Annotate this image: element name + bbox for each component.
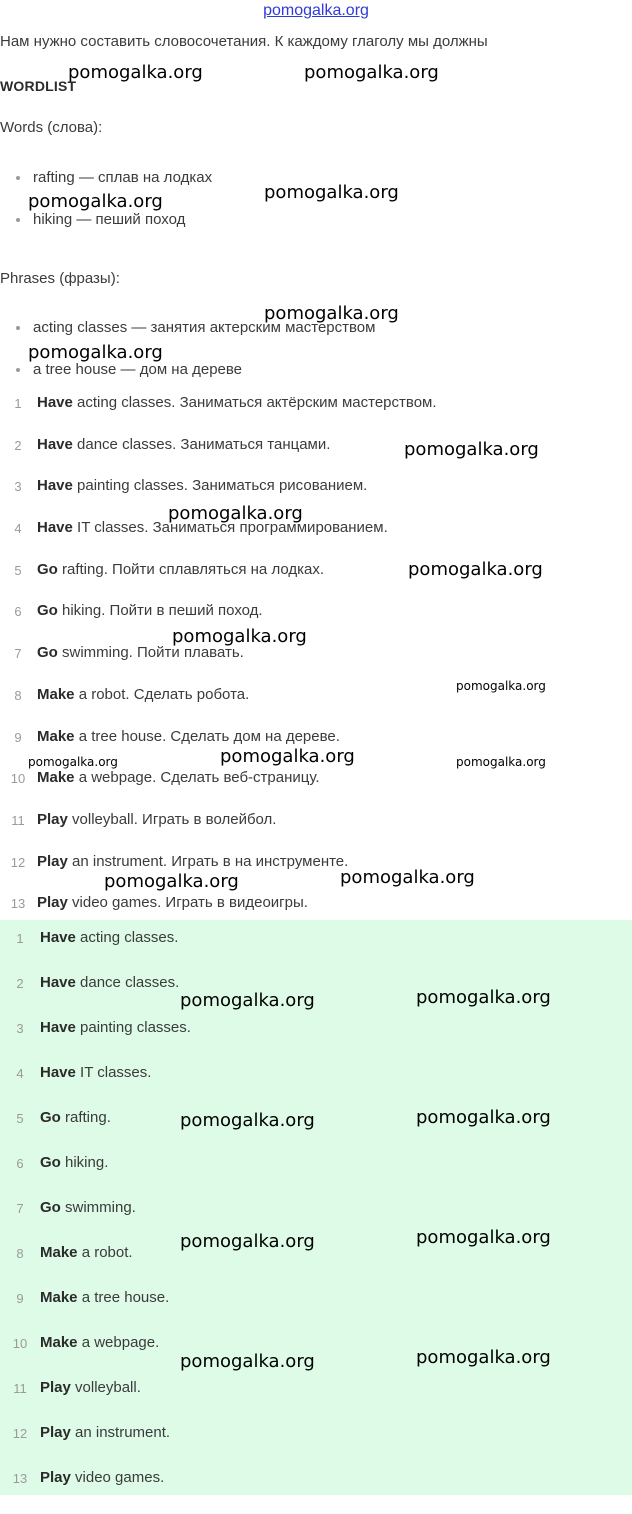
verb: Go [37,602,58,620]
verb: Have [40,1019,76,1036]
item-number: 5 [14,562,22,578]
list-item [0,811,632,853]
watermark: pomogalka.org [264,303,399,324]
item-number: 8 [16,1246,24,1261]
verb: Make [37,769,75,787]
watermark: pomogalka.org [416,1107,551,1128]
list-item [0,929,632,974]
watermark: pomogalka.org [304,62,439,83]
list-item [0,1289,632,1334]
phrase-text: a webpage. [77,1334,160,1351]
watermark: pomogalka.org [68,62,203,83]
item-number: 10 [10,771,26,787]
list-item: acting classes — занятия актерским мастерством [14,319,375,361]
phrase-text: dance classes. [75,974,180,991]
phrase-text: hiking. [60,1154,109,1171]
phrase-text: painting classes. [75,1019,191,1036]
phrase-text: a robot. [77,1244,133,1261]
item-number: 4 [16,1066,24,1081]
phrase-text: a webpage. Сделать веб-страницу. [74,769,320,787]
watermark: pomogalka.org [416,987,551,1008]
translations-list [0,394,632,936]
list-item: a tree house — дом на дереве [14,361,375,403]
verb: Go [40,1109,61,1126]
item-number: 3 [14,479,22,495]
verb: Play [40,1424,71,1441]
list-item [0,1154,632,1199]
verb: Play [37,810,68,828]
item-number: 13 [12,1471,28,1486]
phrase-text: video games. Играть в видеоигры. [67,894,308,912]
phrase-text: acting classes. Заниматься актёрским мастерством. [72,394,437,411]
item-number: 1 [16,931,24,946]
item-number: 9 [14,729,22,745]
item-number: 2 [14,437,22,453]
phrase-text: volleyball. Играть в волейбол. [67,810,277,828]
list-item: rafting — сплав на лодках [14,169,212,211]
verb: Have [37,394,73,411]
verb: Have [40,929,76,946]
phrase-text: rafting. [60,1109,111,1126]
verb: Make [40,1244,78,1261]
item-number: 6 [14,604,22,620]
watermark: pomogalka.org [104,871,239,892]
list-item [0,1469,632,1514]
item-number: 5 [16,1111,24,1126]
list-item: hiking — пеший поход [14,211,212,253]
list-item [0,853,632,895]
list-item [0,1244,632,1289]
item-number: 8 [14,687,22,703]
phrase-text: a robot. Сделать робота. [74,685,250,703]
phrase-text: hiking. Пойти в пеший поход. [57,602,263,620]
watermark: pomogalka.org [28,342,163,363]
phrase-text: IT classes. Заниматься программированием. [72,519,388,537]
watermark: pomogalka.org [408,559,543,580]
verb: Go [40,1154,61,1171]
phrase-text: an instrument. [70,1424,171,1441]
watermark: pomogalka.org [168,503,303,524]
verb: Make [40,1334,78,1351]
verb: Have [37,477,73,495]
list-item [0,1424,632,1469]
item-number: 6 [16,1156,24,1171]
verb: Go [37,644,58,662]
wordlist-heading: WORDLIST [0,78,77,94]
verb: Have [40,974,76,991]
watermark: pomogalka.org [180,1231,315,1252]
watermark: pomogalka.org [416,1347,551,1368]
watermark: pomogalka.org [28,755,118,769]
item-number: 11 [11,812,25,828]
list-item [0,1019,632,1064]
list-item [0,1064,632,1109]
verb: Have [40,1064,76,1081]
verb: Go [40,1199,61,1216]
intro-text: Нам нужно составить словосочетания. К каждому глаголу мы должны [0,33,488,50]
item-number: 7 [16,1201,24,1216]
watermark: pomogalka.org [264,182,399,203]
item-number: 3 [16,1021,24,1036]
phrase-text: painting classes. Заниматься рисованием. [72,477,368,495]
item-number: 13 [10,896,26,912]
watermark: pomogalka.org [172,626,307,647]
phrase-text: volleyball. [70,1379,141,1396]
phrase-text: video games. [70,1469,165,1486]
watermark: pomogalka.org [180,1351,315,1372]
watermark: pomogalka.org [456,679,546,693]
item-number: 1 [14,396,22,411]
verb: Make [37,727,75,745]
verb: Have [37,435,73,453]
item-number: 12 [10,854,26,870]
list-item [0,602,632,644]
phrase-text: swimming. [60,1199,136,1216]
item-number: 4 [14,521,22,537]
watermark: pomogalka.org [340,867,475,888]
phrase-text: a tree house. [77,1289,170,1306]
watermark: pomogalka.org [180,990,315,1011]
answers-list [0,929,632,1514]
verb: Go [37,560,58,578]
item-number: 9 [16,1291,24,1306]
watermark: pomogalka.org [404,439,539,460]
phrase-text: dance classes. Заниматься танцами. [72,435,331,453]
phrase-text: an instrument. Играть в на инструменте. [67,852,349,870]
watermark: pomogalka.org [456,755,546,769]
list-item [0,519,632,561]
list-item [0,394,632,436]
phrase-text: a tree house. Сделать дом на дереве. [74,727,340,745]
watermark: pomogalka.org [416,1227,551,1248]
phrases-heading: Phrases (фразы): [0,270,120,287]
words-heading: Words (слова): [0,119,103,136]
item-number: 2 [16,976,24,991]
verb: Play [40,1469,71,1486]
verb: Play [37,894,68,912]
phrase-text: rafting. Пойти сплавляться на лодках. [57,560,325,578]
watermark: pomogalka.org [28,191,163,212]
list-item [0,769,632,811]
phrase-text: IT classes. [75,1064,152,1081]
item-number: 11 [13,1381,27,1396]
verb: Have [37,519,73,537]
item-number: 10 [12,1336,28,1351]
item-number: 7 [14,646,22,662]
verb: Play [40,1379,71,1396]
verb: Make [40,1289,78,1306]
verb: Play [37,852,68,870]
site-link[interactable]: pomogalka.org [263,2,369,19]
list-item [0,477,632,519]
verb: Make [37,685,75,703]
item-number: 12 [12,1426,28,1441]
list-item [0,1379,632,1424]
watermark: pomogalka.org [180,1110,315,1131]
phrase-text: acting classes. [75,929,179,946]
watermark: pomogalka.org [220,746,355,767]
phrase-text: swimming. Пойти плавать. [57,644,244,662]
